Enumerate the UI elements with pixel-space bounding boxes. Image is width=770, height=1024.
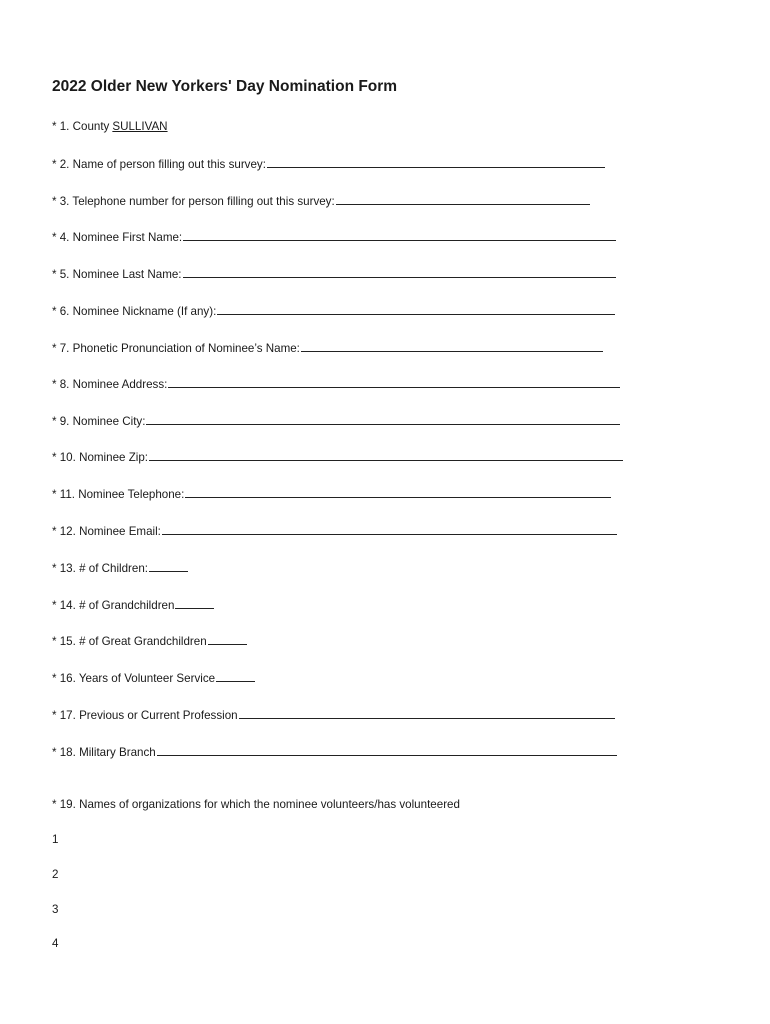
question-organizations (52, 797, 460, 813)
great-grandchildren-count-field[interactable] (208, 633, 247, 645)
organization-line-3[interactable]: 3 (52, 903, 59, 916)
question-grandchildren (52, 597, 214, 614)
organization-line-2[interactable]: 2 (52, 868, 59, 881)
surveyor-name-field[interactable] (267, 156, 605, 168)
profession-field[interactable] (239, 707, 615, 719)
question-surveyor-name (52, 156, 605, 173)
question-label: * 3. Telephone number for person filling out this survey: (52, 195, 335, 208)
question-label: * 12. Nominee Email: (52, 525, 161, 538)
question-nominee-city (52, 413, 620, 430)
question-label: * 18. Military Branch (52, 746, 156, 759)
volunteer-years-field[interactable] (216, 670, 255, 682)
question-label: * 17. Previous or Current Profession (52, 709, 238, 722)
children-count-field[interactable] (149, 560, 188, 572)
nominee-email-field[interactable] (162, 523, 617, 535)
question-nominee-last-name (52, 266, 616, 283)
form-title: 2022 Older New Yorkers' Day Nomination Form (52, 78, 398, 95)
question-label: * 2. Name of person filling out this survey: (52, 158, 266, 171)
question-great-grandchildren (52, 633, 247, 650)
nominee-last-name-field[interactable] (183, 266, 616, 278)
question-label: * 4. Nominee First Name: (52, 231, 183, 244)
question-volunteer-years (52, 670, 255, 687)
question-phonetic-pronunciation (52, 340, 603, 357)
organization-line-1[interactable]: 1 (52, 833, 59, 846)
phonetic-pronunciation-field[interactable] (301, 340, 603, 352)
question-military-branch (52, 744, 617, 761)
question-label: * 8. Nominee Address: (52, 378, 168, 391)
question-label: * 7. Phonetic Pronunciation of Nominee’s Name: (52, 342, 300, 355)
nominee-first-name-field[interactable] (183, 229, 616, 241)
form-page (52, 0, 642, 1024)
question-label: * 16. Years of Volunteer Service (52, 672, 216, 685)
question-label: * 10. Nominee Zip: (52, 451, 149, 464)
military-branch-field[interactable] (157, 744, 617, 756)
question-nominee-zip (52, 449, 623, 466)
question-label: * 13. # of Children: (52, 562, 149, 575)
question-profession (52, 707, 615, 724)
question-label: * 6. Nominee Nickname (If any): (52, 305, 217, 318)
nominee-address-field[interactable] (168, 376, 620, 388)
question-label: * 11. Nominee Telephone: (52, 488, 185, 501)
grandchildren-count-field[interactable] (175, 597, 214, 609)
question-label: * 14. # of Grandchildren (52, 599, 175, 612)
nominee-nickname-field[interactable] (217, 303, 615, 315)
county-answer[interactable]: SULLIVAN (112, 120, 168, 133)
question-label: * 19. Names of organizations for which the nominee volunteers/has volunteered (52, 798, 460, 811)
question-label: * 5. Nominee Last Name: (52, 268, 182, 281)
question-nominee-first-name (52, 229, 616, 246)
question-nominee-telephone (52, 486, 611, 503)
question-label: * 9. Nominee City: (52, 415, 146, 428)
nominee-city-field[interactable] (146, 413, 620, 425)
question-nominee-nickname (52, 303, 615, 320)
question-label: * 15. # of Great Grandchildren (52, 635, 207, 648)
question-nominee-email (52, 523, 617, 540)
question-surveyor-telephone (52, 193, 590, 210)
nominee-zip-field[interactable] (149, 449, 623, 461)
question-nominee-address (52, 376, 620, 393)
organization-line-4[interactable]: 4 (52, 937, 59, 950)
nominee-telephone-field[interactable] (185, 486, 611, 498)
question-label: * 1. County (52, 120, 110, 133)
question-county (52, 119, 168, 135)
question-children (52, 560, 188, 577)
surveyor-telephone-field[interactable] (336, 193, 590, 205)
